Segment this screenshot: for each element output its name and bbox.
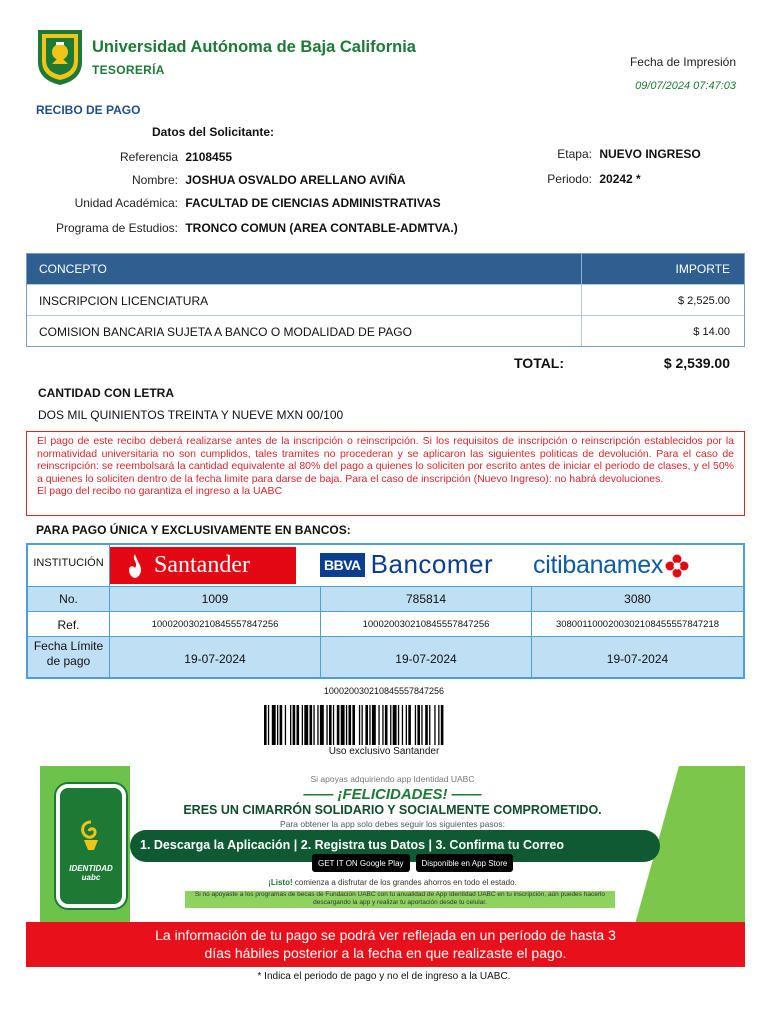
banamex-logo-text: banamex	[562, 551, 664, 579]
barcode-bar	[337, 705, 340, 745]
citi-logo-text: citi	[533, 551, 563, 579]
santander-ref: 10002003021084555784725​6	[110, 612, 321, 636]
field-label: Programa de Estudios:	[55, 221, 178, 235]
header-concept: CONCEPTO	[27, 254, 582, 284]
row-amount: $ 2,525.00	[678, 295, 730, 307]
barcode-bar	[293, 705, 296, 745]
barcode-bar	[425, 705, 428, 745]
field-label: Nombre:	[131, 173, 178, 187]
bancomer-no: 785814	[321, 587, 532, 611]
santander-flame-icon	[124, 553, 146, 579]
barcode-bar	[415, 705, 416, 745]
barcode-bar	[434, 705, 435, 745]
barcode-bar	[317, 705, 318, 745]
banks-section-title: PARA PAGO ÚNICA Y EXCLUSIVAMENTE EN BANCOS:	[36, 523, 351, 537]
bank-payment-table	[26, 543, 745, 679]
field-programa	[36, 221, 458, 235]
field-etapa	[520, 147, 701, 161]
concept-table-header	[27, 254, 744, 284]
barcode-bar	[272, 705, 276, 745]
bank-number-row	[28, 586, 743, 611]
print-date-label: Fecha de Impresión	[629, 55, 736, 69]
promo-note: Si no apoyaste a los programas de becas de Fundación UABC con tu anualidad de App Identidad UABC en tu inscripción, aún puedes hacerlo descargando la app y realizar tu aportación desde tu celular.	[185, 891, 615, 908]
banamex-no: 3080	[532, 587, 743, 611]
table-row	[27, 284, 744, 315]
amount-words-title: CANTIDAD CON LETRA	[38, 386, 174, 400]
university-seal-icon	[36, 28, 84, 86]
banamex-flower-icon	[665, 554, 689, 578]
field-unidad	[36, 196, 441, 210]
bbva-logo-text: BBVA	[320, 553, 365, 577]
citibanamex-logo	[533, 551, 689, 580]
footnote: * Indica el periodo de pago y no el de ingreso a la UABC.	[257, 971, 511, 982]
alert-line-1: La información de tu pago se podrá ver reflejada en un período de hasta 3	[155, 927, 616, 943]
field-label: Unidad Académica:	[74, 196, 178, 210]
promo-line-3: ERES UN CIMARRÓN SOLIDARIO Y SOCIALMENTE COMPROMETIDO.	[183, 803, 602, 817]
row-amount: $ 14.00	[693, 326, 730, 338]
barcode-bar	[406, 705, 407, 745]
barcode-bar	[310, 705, 313, 745]
print-date-value: 09/07/2024 07:47:03	[635, 80, 736, 92]
barcode-bar	[385, 705, 388, 745]
identidad-uabc-promo-banner	[40, 766, 745, 924]
santander-logo-text: Santander	[154, 552, 250, 578]
barcode-bar	[398, 705, 399, 745]
field-referencia	[36, 150, 232, 164]
field-value: FACULTAD DE CIENCIAS ADMINISTRATIVAS	[185, 196, 441, 210]
field-value: 20242 *	[599, 172, 641, 186]
no-label: No.	[28, 587, 110, 611]
barcode-bar	[402, 705, 403, 745]
field-value: 2108455	[185, 150, 233, 164]
table-row	[27, 315, 744, 346]
barcode-bar	[382, 705, 383, 745]
barcode-bar	[417, 705, 420, 745]
bancomer-deadline: 19-07-2024	[321, 637, 532, 677]
alert-line-2: días hábiles posterior a la fecha en que realizaste el pago.	[204, 945, 567, 961]
row-concept: INSCRIPCION LICENCIATURA	[27, 285, 582, 315]
payment-reflection-alert	[26, 922, 745, 967]
field-periodo	[520, 172, 641, 186]
ref-label: Ref.	[28, 612, 110, 636]
applicant-section-title: Datos del Solicitante:	[152, 125, 275, 139]
barcode-bar	[320, 705, 324, 745]
promo-listo: ¡Listo!	[268, 878, 293, 887]
barcode-number: 100020030210845557847256	[323, 686, 445, 696]
barcode-bar	[429, 705, 430, 745]
bancomer-ref: 100020030210845557847256	[321, 612, 532, 636]
santander-deadline: 19-07-2024	[110, 637, 321, 677]
field-value: TRONCO COMUN (AREA CONTABLE-ADMTVA.)	[185, 221, 458, 235]
field-value: JOSHUA OSVALDO ARELLANO AVIÑA	[185, 173, 406, 187]
refund-policy-notice	[26, 431, 745, 516]
bancomer-logo-text: Bancomer	[370, 549, 494, 579]
receipt-title: RECIBO DE PAGO	[36, 103, 141, 117]
google-play-badge: GET IT ON Google Play	[312, 854, 410, 872]
barcode-bar	[362, 705, 363, 745]
header-amount: IMPORTE	[675, 262, 730, 276]
barcode-bar	[341, 705, 345, 745]
bank-reference-row	[28, 611, 743, 636]
promo-listo-rest: comienza a disfrutar de los grandes ahorros en todo el estado.	[294, 878, 517, 887]
field-label: Referencia	[119, 150, 178, 164]
barcode-bar	[268, 705, 269, 745]
app-store-badge: Disponible en App Store	[416, 854, 514, 872]
field-label: Periodo:	[547, 172, 592, 186]
barcode-bar	[277, 705, 278, 745]
concept-table	[26, 253, 745, 347]
barcode-bar	[441, 705, 444, 745]
barcode-bar	[369, 705, 370, 745]
barcode-bar	[408, 705, 411, 745]
barcode-caption: Uso exclusivo Santander	[328, 746, 440, 757]
barcode-bar	[297, 705, 300, 745]
barcode-bar	[280, 705, 283, 745]
phone-brand-label: IDENTIDAD	[69, 864, 113, 873]
bank-deadline-row	[28, 636, 743, 677]
promo-listo-line	[40, 878, 745, 887]
barcode-bar	[372, 705, 376, 745]
field-nombre	[36, 173, 406, 187]
santander-no: 1009	[110, 587, 321, 611]
banamex-ref: 3080011000200302108455557847218	[532, 612, 743, 636]
santander-logo	[110, 547, 296, 584]
institution-label: INSTITUCIÓN	[28, 545, 110, 586]
barcode-icon	[264, 705, 498, 745]
bank-logos-row	[28, 545, 743, 586]
barcode-bar	[438, 705, 439, 745]
field-label: Etapa:	[557, 147, 592, 161]
barcode-bar	[333, 705, 334, 745]
deadline-label: Fecha Límite de pago	[28, 637, 110, 677]
notice-text-line2: El pago del recibo no garantiza el ingreso a la UABC	[37, 485, 283, 498]
barcode-bar	[329, 705, 332, 745]
promo-steps-bar: 1. Descarga la Aplicación | 2. Registra tus Datos | 3. Confirma tu Correo	[130, 830, 660, 862]
promo-line-2: —— ¡FELICIDADES! ——	[303, 786, 482, 803]
barcode-bar	[264, 705, 267, 745]
row-concept: COMISION BANCARIA SUJETA A BANCO O MODALIDAD DE PAGO	[27, 316, 582, 346]
banamex-deadline: 19-07-2024	[532, 637, 743, 677]
university-name: Universidad Autónoma de Baja California	[92, 38, 416, 56]
store-badges	[312, 854, 513, 872]
barcode-bar	[365, 705, 368, 745]
barcode-bar	[304, 705, 308, 745]
total-label: TOTAL:	[514, 355, 565, 371]
barcode-bar	[390, 705, 391, 745]
barcode-bar	[359, 705, 360, 745]
promo-line-1: Si apoyas adquiriendo app Identidad UABC	[310, 774, 475, 784]
barcode-bar	[352, 705, 355, 745]
header	[36, 26, 746, 96]
field-value: NUEVO INGRESO	[599, 147, 701, 161]
barcode-bar	[313, 705, 314, 745]
bbva-bancomer-logo	[320, 549, 493, 580]
barcode-bar	[421, 705, 422, 745]
barcode-bar	[290, 705, 291, 745]
department-name: TESORERÍA	[92, 63, 165, 77]
amount-words-value: DOS MIL QUINIENTOS TREINTA Y NUEVE MXN 00/100	[38, 408, 344, 422]
barcode-bar	[349, 705, 352, 745]
barcode-bar	[393, 705, 397, 745]
promo-line-4: Para obtener la app solo debes seguir los siguientes pasos:	[280, 819, 505, 829]
barcode-bar	[326, 705, 327, 745]
notice-text: El pago de este recibo deberá realizarse antes de la inscripción o reinscripción. Si los requisitos de inscripción o reinscripción establecidos por la normatividad universitaria no son cumplidos, tales tramites no procederan y se aplicaron las siguientes politicas de devolución. Para el caso de reinscripción: se reembolsará la cantidad equivalente al 80% del pago a quienes lo soliciten por escrito antes de iniciar el periodo de clases, y el 50% a quienes lo soliciten dentro de la fecha limite para darse de baja. Para el caso de inscripción (Nuevo Ingreso): no habrá devoluciones.	[37, 435, 734, 485]
barcode-bar	[285, 705, 286, 745]
phone-brand-sub: uabc	[81, 873, 101, 882]
barcode-bar	[346, 705, 347, 745]
barcode-bar	[378, 705, 379, 745]
total-value: $ 2,539.00	[663, 355, 730, 371]
barcode-bar	[302, 705, 303, 745]
